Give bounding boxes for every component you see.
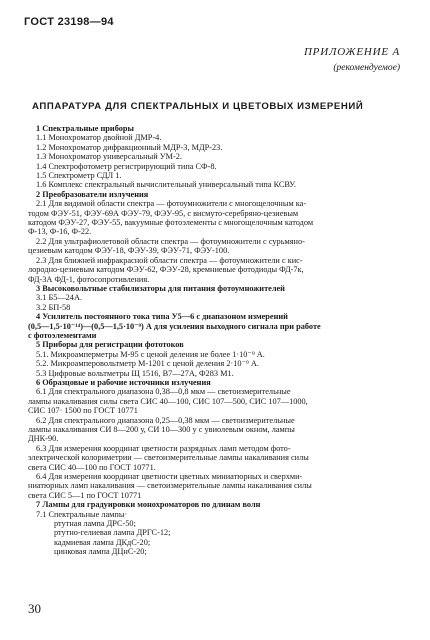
document-body: [28, 124, 414, 557]
section-heading-line: 4 Усилитель постоянного тока типа У5—6 с диапазоном измерений: [36, 312, 288, 322]
text-line: лородно-цезиевым катодом ФЭУ-62, ФЭУ-28, кремниевые фотодиоды ФД-7к,: [28, 265, 304, 275]
text-line: 1.2 Монохроматор дифракционный МДР-3, МДР-23.: [36, 142, 223, 152]
section-heading-line: с фотоэлементами: [28, 330, 97, 340]
document-title: АППАРАТУРА ДЛЯ СПЕКТРАЛЬНЫХ И ЦВЕТОВЫХ ИЗМЕРЕНИЙ: [32, 101, 364, 112]
text-line: Ф-13, Ф-16, Ф-22.: [28, 227, 92, 237]
text-line: ниатюрных ламп накаливания — светоизмерительные лампы накаливания силы: [28, 481, 312, 491]
text-line: кадмиевая лампа ДКдС-20;: [54, 537, 151, 547]
text-line: цинковая лампа ДЦнС-20;: [54, 547, 147, 557]
section-heading-line: 2 Преобразователи излучения: [36, 189, 149, 199]
section-heading-line: 1 Спектральные приборы: [36, 124, 134, 133]
section-heading-line: (0,5—1,5·10⁻¹⁴)—(0,5—1,5·10⁻⁹) А для усиления выходного сигнала при работе: [28, 321, 321, 331]
text-line: ФД-3А ФД-1, фотосопротивления.: [28, 274, 150, 284]
text-line: 1.3 Монохроматор универсальный УМ-2.: [36, 152, 182, 162]
text-line: 5.3 Цифровые вольтметры Щ 1516, В7—27А, Ф283 М1.: [36, 368, 234, 378]
text-line: 1.6 Комплекс спектральный вычислительный универсальный типа КСВУ.: [36, 180, 296, 190]
text-line: 1.4 Спектрофотометр регистрирующий типа СФ-8.: [36, 161, 217, 171]
section-heading-line: 5 Приборы для регистрации фототоков: [36, 340, 184, 350]
text-line: 5.1. Микроамперметры М-95 с ценой деления не более 1·10⁻⁹ А.: [36, 349, 265, 359]
text-line: ДНК-90.: [28, 434, 59, 444]
text-line: 6.1 Для спектрального диапазона 0,38—0,8 мкм — светоизмерительные: [36, 387, 291, 397]
text-line: света СИС 40—100 по ГОСТ 10771.: [28, 462, 156, 472]
text-line: 7.1 Спектральные лампы·: [36, 509, 128, 519]
text-line: 3.1 Б5—24А.: [36, 293, 83, 303]
appendix-label: ПРИЛОЖЕНИЕ А: [303, 46, 400, 58]
text-line: 1.5 Спектрометр СДЛ 1.: [36, 171, 122, 181]
text-line: 5.2. Микроамперовольтметр М-1201 с ценой деления 2·10⁻⁹ А.: [36, 359, 259, 369]
standard-number: ГОСТ 23198—94: [24, 16, 114, 28]
text-line: 6.4 Для измерения координат цветности цветных миниатюрных и сверхми-: [36, 472, 303, 482]
text-line: катодом ФЭУ-27, ФЭУ-55, вакуумные фотоэлементы с многощелочным катодом: [28, 218, 314, 228]
text-line: электрической колориметрии — светоизмерительные лампы накаливания силы: [28, 453, 309, 463]
text-line: 3.2 БП-58: [36, 302, 71, 312]
text-line: цезиевым катодом ФЭУ-18, ФЭУ-39, ФЭУ-71, ФЭУ-100.: [28, 246, 230, 256]
section-heading-line: 7 Лампы для градуировки монохроматоров по длинам волн: [36, 500, 261, 510]
text-line: тодом ФЭУ-51, ФЭУ-69А ФЭУ-79, ФЭУ-95, с висмуто-серебряно-цезиевым: [28, 208, 299, 218]
text-line: ртутно-гелиевая лампа ДРГС-12;: [54, 528, 171, 538]
appendix-note: (рекомендуемое): [333, 63, 400, 73]
text-line: СИС 107· 1500 по ГОСТ 10771: [28, 406, 138, 416]
section-heading-line: 3 Высоковольтные стабилизаторы для питания фотоумножителей: [36, 283, 285, 293]
text-line: 2.1 Для видимой области спектра — фотоумножители с многощелочным ка-: [36, 199, 307, 209]
text-line: 1.1 Монохроматор двойной ДМР-4.: [36, 133, 162, 143]
text-line: ртутная лампа ДРС-50;: [54, 519, 136, 529]
text-line: лампы накаливания силы света СИС 40—100, СИС 107—500, СИС 107—1000,: [28, 396, 308, 406]
text-line: 6.2 Для спектрального диапазона 0,25—0,38 мкм — светоизмерительные: [36, 415, 295, 425]
text-line: 2.2 Для ультрафиолетовой области спектра — фотоумножители с сурьмяно-: [36, 236, 305, 246]
section-heading-line: 6 Образцовые и рабочие источники излучения: [36, 377, 211, 387]
text-line: 2.3 Для ближней инфракрасной области спектра — фотоумножители с кис-: [36, 255, 303, 265]
text-line: 6.3 Для измерения координат цветности разрядных ламп методом фото-: [36, 443, 291, 453]
page-number: 30: [28, 601, 41, 616]
text-line: лампы накаливания СИ 8—200 у, СИ 10—300 у с увиолевым окном, лампы: [28, 425, 295, 434]
text-line: света СИС 5—1 по ГОСТ 10771: [28, 490, 142, 500]
